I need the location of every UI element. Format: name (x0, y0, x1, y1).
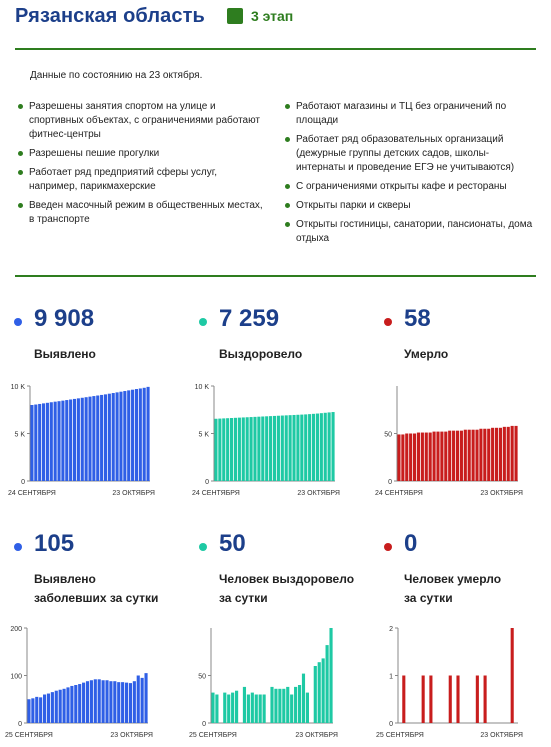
bar (123, 391, 126, 481)
bar (59, 690, 62, 723)
bar (429, 433, 432, 481)
bar (292, 415, 295, 481)
bar (456, 431, 459, 481)
stat-recovered-daily (199, 530, 369, 610)
bar (109, 681, 112, 723)
stat-value: 7 259 (219, 305, 280, 332)
stat-recovered-total (199, 305, 369, 365)
bar (127, 390, 130, 481)
bar (289, 415, 292, 481)
y-tick-label: 0 (18, 721, 22, 728)
bar (483, 429, 486, 481)
chart-detected-cumulative (0, 378, 170, 503)
y-tick-label: 50 (384, 431, 392, 439)
bar (312, 414, 315, 481)
stat-value: 105 (34, 530, 75, 557)
bullet-icon (285, 222, 290, 227)
bar (73, 399, 76, 481)
bar (503, 427, 506, 481)
bar (479, 429, 482, 481)
y-tick-label: 10 K (194, 384, 209, 391)
bar (98, 679, 101, 723)
bar (35, 697, 38, 723)
bar (92, 396, 95, 481)
bar (214, 419, 217, 481)
bar (300, 415, 303, 481)
bar (514, 426, 517, 481)
bar (78, 684, 81, 723)
bar (263, 695, 266, 724)
bar (402, 676, 405, 724)
bar (243, 687, 246, 723)
bar (282, 689, 285, 723)
rule-item (285, 199, 535, 213)
rule-item (285, 133, 535, 175)
bar (117, 682, 120, 723)
y-tick-label: 5 K (198, 431, 209, 439)
bar (308, 414, 311, 481)
y-tick-label: 200 (10, 626, 22, 633)
bar (141, 678, 144, 723)
bar (51, 692, 54, 723)
bar (331, 412, 334, 481)
bar (119, 392, 122, 481)
bar (77, 398, 80, 481)
y-tick-label: 0 (202, 721, 206, 728)
bar (433, 432, 436, 481)
bullet-icon (18, 203, 23, 208)
bar (397, 434, 400, 481)
bar (281, 416, 284, 481)
bar (296, 415, 299, 481)
bar (218, 419, 221, 481)
bar (253, 417, 256, 481)
bar (413, 434, 416, 482)
bar (449, 676, 452, 724)
y-tick-label: 0 (205, 479, 209, 486)
bar (42, 403, 45, 481)
bar (86, 681, 89, 723)
bar (468, 430, 471, 481)
bar (298, 685, 301, 723)
bar (50, 402, 53, 481)
bar (294, 687, 297, 723)
stat-color-dot (384, 318, 392, 326)
stat-deaths-daily (384, 530, 544, 610)
bar (247, 695, 250, 724)
bar (425, 433, 428, 481)
bar (257, 417, 260, 481)
rule-text: Работает ряд образовательных организаций (дежурные группы детских садов, школы-интернаты и проведение ЕГЭ не учитываются) (296, 134, 515, 173)
rule-item (18, 199, 263, 227)
bar (405, 434, 408, 482)
bar (39, 697, 42, 723)
bar (133, 681, 136, 723)
bar (31, 698, 34, 723)
bar (269, 416, 272, 481)
stat-label: Выявлено заболевших за сутки (34, 572, 159, 605)
chart-deaths-daily (370, 620, 545, 745)
bar (422, 676, 425, 724)
y-tick-label: 2 (389, 626, 393, 633)
rule-item (285, 218, 535, 246)
bar (316, 414, 319, 481)
top-divider (15, 48, 536, 50)
bar (326, 645, 329, 723)
bar (401, 434, 404, 481)
bar (324, 413, 327, 481)
bar (69, 399, 72, 481)
bullet-icon (18, 151, 23, 156)
bar (495, 428, 498, 481)
rule-text: Открыты парки и скверы (296, 200, 411, 211)
y-tick-label: 1 (389, 673, 393, 681)
bar (121, 682, 124, 723)
bar (318, 662, 321, 723)
bar (85, 397, 88, 481)
bar (82, 683, 85, 723)
bar (147, 387, 150, 481)
bar (100, 395, 103, 481)
stat-value: 50 (219, 530, 246, 557)
region-header (15, 2, 293, 30)
bar (211, 693, 214, 723)
x-tick-label: 23 ОКТЯБРЯ (297, 490, 340, 497)
y-tick-label: 50 (198, 673, 206, 681)
y-tick-label: 0 (388, 479, 392, 486)
bar (70, 686, 73, 723)
bar (105, 680, 108, 723)
bar (304, 414, 307, 481)
y-tick-label: 0 (389, 721, 393, 728)
rule-text: Работают магазины и ТЦ без ограничений по площади (296, 101, 507, 126)
bar (251, 693, 254, 723)
x-tick-label: 23 ОКТЯБРЯ (295, 732, 338, 739)
bar (81, 398, 84, 481)
bar (460, 431, 463, 481)
bar (255, 695, 258, 724)
bar (234, 418, 237, 481)
rule-text: Введен масочный режим в общественных местах, в транспорте (29, 200, 263, 225)
bar (456, 676, 459, 724)
bar (235, 691, 238, 723)
stage-label: 3 этап (250, 8, 294, 24)
chart-recovered-daily (180, 620, 355, 745)
stat-color-dot (384, 543, 392, 551)
bar (452, 431, 455, 481)
bar (144, 673, 147, 723)
bar (285, 415, 288, 481)
bar (116, 392, 119, 481)
rule-item (18, 100, 263, 142)
rule-text: Разрешены занятия спортом на улице и спортивных объектах, с ограничениями работают фитнес-центры (29, 101, 260, 140)
bar (55, 691, 58, 723)
chart-recovered-cumulative (180, 378, 355, 503)
bar (96, 396, 99, 482)
stat-label: Человек умерло за сутки (404, 572, 502, 605)
bar (222, 418, 225, 481)
bar (421, 433, 424, 481)
bar (328, 412, 331, 481)
bar (66, 687, 69, 723)
rules-list-right (285, 100, 535, 251)
bar (259, 695, 262, 724)
stage-indicator-icon (227, 8, 243, 24)
bar (246, 417, 249, 481)
middle-divider (15, 275, 536, 277)
y-tick-label: 5 K (14, 431, 25, 439)
bar (436, 432, 439, 481)
x-tick-label: 25 СЕНТЯБРЯ (189, 732, 237, 739)
bar (487, 429, 490, 481)
bar (278, 689, 281, 723)
bar (277, 416, 280, 481)
bar (131, 390, 134, 481)
bar (511, 628, 514, 723)
chart-deaths-cumulative (370, 378, 545, 503)
bar (290, 695, 293, 724)
bullet-icon (18, 170, 23, 175)
bar (65, 400, 68, 481)
chart-detected-daily (0, 620, 170, 745)
bar (129, 683, 132, 723)
bar (102, 680, 105, 723)
rule-item (18, 147, 263, 161)
bar (491, 428, 494, 481)
rules-list-left (18, 100, 263, 232)
bar (464, 430, 467, 481)
bar (429, 676, 432, 724)
stat-label: Выявлено (34, 347, 96, 361)
stat-value: 58 (404, 305, 431, 332)
bar (54, 402, 57, 481)
stat-color-dot (199, 543, 207, 551)
bar (475, 430, 478, 481)
x-tick-label: 23 ОКТЯБРЯ (110, 732, 153, 739)
bar (440, 432, 443, 481)
bar (63, 689, 66, 723)
bar (231, 693, 234, 723)
bar (57, 401, 60, 481)
region-title: Рязанская область (15, 4, 205, 27)
stat-label: Выздоровело (219, 347, 303, 361)
bar (265, 416, 268, 481)
stat-label: Умерло (404, 347, 449, 361)
bar (223, 693, 226, 723)
x-tick-label: 23 ОКТЯБРЯ (480, 490, 523, 497)
bullet-icon (285, 104, 290, 109)
bar (329, 628, 332, 723)
x-tick-label: 25 СЕНТЯБРЯ (376, 732, 424, 739)
bar (47, 694, 50, 723)
bar (74, 685, 77, 723)
stat-detected-total (14, 305, 184, 365)
bar (511, 426, 514, 481)
stat-color-dot (199, 318, 207, 326)
bar (507, 427, 510, 481)
bullet-icon (285, 184, 290, 189)
bar (38, 404, 41, 481)
stat-detected-daily (14, 530, 184, 610)
bar (448, 431, 451, 481)
x-tick-label: 25 СЕНТЯБРЯ (5, 732, 53, 739)
rule-item (18, 166, 263, 194)
bar (112, 393, 115, 481)
bar (306, 693, 309, 723)
bar (125, 683, 128, 723)
bullet-icon (285, 137, 290, 142)
bar (270, 687, 273, 723)
x-tick-label: 24 СЕНТЯБРЯ (8, 490, 56, 497)
bar (476, 676, 479, 724)
bar (94, 679, 97, 723)
bar (409, 434, 412, 482)
bar (143, 388, 146, 481)
bar (227, 695, 230, 724)
bar (46, 403, 49, 481)
bar (302, 674, 305, 723)
rule-text: Открыты гостиницы, санатории, пансионаты, дома отдыха (296, 219, 533, 244)
bar (322, 658, 325, 723)
bar (320, 413, 323, 481)
stat-label: Человек выздоровело за сутки (219, 572, 355, 605)
x-tick-label: 24 СЕНТЯБРЯ (375, 490, 423, 497)
bar (472, 430, 475, 481)
stat-color-dot (14, 318, 22, 326)
rule-text: Разрешены пешие прогулки (29, 148, 160, 159)
x-tick-label: 24 СЕНТЯБРЯ (192, 490, 240, 497)
bar (238, 418, 241, 481)
bar (314, 666, 317, 723)
stat-color-dot (14, 543, 22, 551)
rule-text: С ограничениями открыты кафе и рестораны (296, 181, 507, 192)
x-tick-label: 23 ОКТЯБРЯ (112, 490, 155, 497)
stat-value: 0 (404, 530, 418, 557)
stat-value: 9 908 (34, 305, 95, 332)
bar (242, 417, 245, 481)
x-tick-label: 23 ОКТЯБРЯ (480, 732, 523, 739)
bar (261, 416, 264, 481)
bar (274, 689, 277, 723)
bar (113, 681, 116, 723)
bar (286, 687, 289, 723)
stat-deaths-total (384, 305, 544, 365)
rule-item (285, 180, 535, 194)
bullet-icon (285, 203, 290, 208)
bar (139, 388, 142, 481)
bar (30, 405, 33, 481)
bar (104, 394, 107, 481)
rule-item (285, 100, 535, 128)
bar (108, 394, 111, 481)
bar (135, 389, 138, 481)
bar (226, 418, 229, 481)
bar (444, 432, 447, 481)
bar (34, 405, 37, 481)
y-tick-label: 10 K (10, 384, 25, 391)
bar (137, 676, 140, 724)
bar (61, 401, 64, 481)
as-of-date: Данные по состоянию на 23 октября. (30, 70, 203, 81)
bar (43, 695, 46, 724)
bar (484, 676, 487, 724)
bar (90, 680, 93, 723)
bar (499, 428, 502, 481)
rule-text: Работает ряд предприятий сферы услуг, например, парикмахерские (29, 167, 217, 192)
bar (27, 699, 30, 723)
bar (215, 695, 218, 724)
bar (273, 416, 276, 481)
bar (230, 418, 233, 481)
bar (417, 433, 420, 481)
bullet-icon (18, 104, 23, 109)
y-tick-label: 100 (10, 673, 22, 681)
y-tick-label: 0 (21, 479, 25, 486)
bar (88, 397, 91, 481)
bar (250, 417, 253, 481)
